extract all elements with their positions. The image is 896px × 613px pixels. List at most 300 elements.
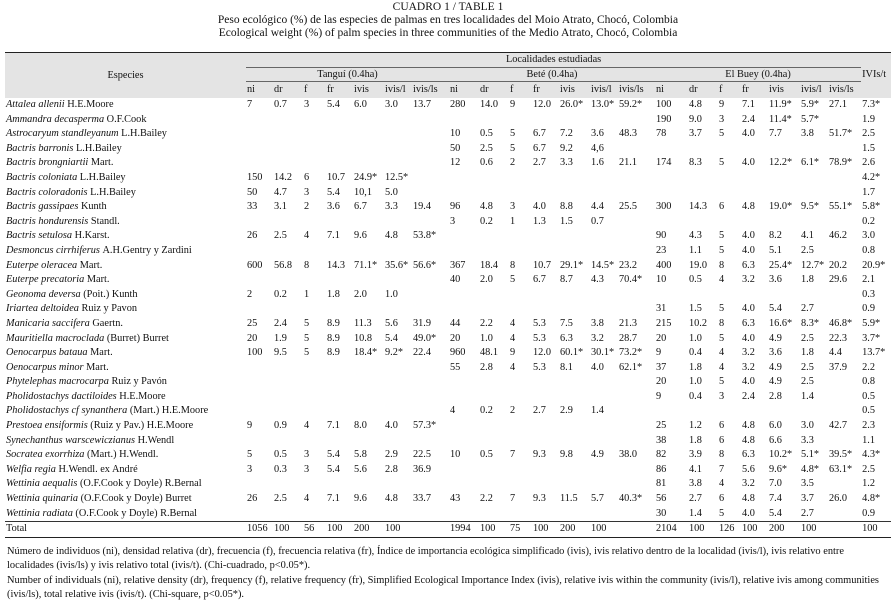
total-cell: 200	[559, 522, 590, 538]
data-cell: 9.5	[274, 347, 287, 359]
data-cell: 44	[450, 317, 461, 329]
data-cell: 26	[247, 230, 258, 242]
data-cell: 96	[450, 201, 461, 213]
data-cell: 56.6*	[413, 259, 437, 271]
ivis-total-cell: 0.9	[862, 303, 875, 315]
data-cell	[303, 302, 326, 317]
data-cell: 2.4	[742, 113, 755, 125]
species-name: Attalea allenii	[6, 99, 65, 110]
data-cell	[384, 156, 412, 171]
data-cell: 400	[656, 259, 672, 271]
species-cell	[5, 98, 246, 113]
column-header-dr: dr	[479, 82, 509, 99]
data-cell: 150	[247, 171, 263, 183]
table-caption	[0, 0, 896, 40]
table-row	[5, 361, 891, 376]
data-cell	[618, 507, 655, 522]
ivis-total-cell: 1.7	[862, 186, 875, 198]
data-cell: 26	[247, 493, 258, 505]
data-cell: 3	[304, 99, 310, 110]
data-cell	[412, 113, 449, 128]
data-cell	[326, 477, 353, 492]
data-cell: 12.2*	[769, 157, 793, 169]
data-cell	[618, 375, 655, 390]
data-cell: 63.1*	[829, 463, 853, 475]
data-cell: 19.4	[413, 201, 432, 213]
total-cell: 100	[532, 522, 559, 538]
data-cell: 12	[450, 157, 461, 169]
data-cell: 7	[719, 463, 725, 475]
data-cell: 4	[719, 347, 725, 359]
data-cell	[828, 244, 861, 259]
data-cell: 8.3	[689, 157, 702, 169]
data-cell: 14.3	[327, 259, 346, 271]
data-cell	[412, 302, 449, 317]
data-cell	[384, 375, 412, 390]
data-cell	[384, 215, 412, 230]
data-cell	[246, 142, 273, 157]
data-cell	[828, 215, 861, 230]
data-cell: 7.1	[327, 420, 340, 432]
data-cell: 4.8	[480, 201, 493, 213]
column-header-ivis: ivis	[768, 82, 800, 99]
data-cell	[326, 375, 353, 390]
data-cell: 0.5	[689, 274, 702, 286]
data-cell: 3.0	[385, 99, 398, 110]
data-cell: 4	[304, 493, 310, 505]
column-header-fr: fr	[741, 82, 768, 99]
species-name: Phytelephas macrocarpa	[6, 376, 109, 388]
data-cell: 6.3	[742, 259, 755, 271]
species-name: Prestoea ensiformis	[6, 420, 88, 432]
ivis-total-cell: 1.2	[862, 478, 875, 490]
data-cell: 25	[656, 420, 667, 432]
data-cell	[800, 215, 828, 230]
data-cell	[326, 113, 353, 128]
data-cell: 11.4*	[769, 113, 792, 125]
data-cell	[509, 434, 532, 449]
data-cell	[273, 302, 303, 317]
ivis-total-cell: 7.3*	[862, 99, 881, 110]
data-cell	[353, 244, 384, 259]
table-row	[5, 229, 891, 244]
data-cell: 2.5	[801, 244, 814, 256]
data-cell	[828, 302, 861, 317]
data-cell	[618, 419, 655, 434]
data-cell: 5.9*	[801, 99, 820, 110]
ivis-total-cell: 0.8	[862, 244, 875, 256]
data-cell	[273, 375, 303, 390]
data-cell	[590, 375, 618, 390]
data-cell: 8	[719, 449, 725, 461]
data-cell	[509, 171, 532, 186]
data-cell	[326, 434, 353, 449]
table-row	[5, 98, 891, 113]
species-name: Bactris barronis	[6, 142, 74, 154]
data-cell: 20.2	[829, 259, 848, 271]
data-cell	[590, 244, 618, 259]
data-cell	[273, 507, 303, 522]
data-cell	[479, 113, 509, 128]
data-cell: 6.3	[742, 449, 755, 461]
species-name: Oenocarpus minor	[6, 361, 84, 373]
data-cell	[509, 288, 532, 303]
data-cell: 4.9	[769, 332, 782, 344]
data-cell: 5.4	[327, 463, 340, 475]
data-cell	[590, 302, 618, 317]
data-cell	[449, 390, 479, 405]
data-cell	[800, 404, 828, 419]
ivis-total-cell: 2.3	[862, 420, 875, 432]
data-cell: 300	[656, 201, 672, 213]
species-author: (Mart.) H.E.Moore	[129, 405, 209, 417]
data-cell	[412, 507, 449, 522]
data-cell: 7.1	[327, 230, 340, 242]
table-row	[5, 346, 891, 361]
data-cell	[273, 434, 303, 449]
data-cell: 5	[719, 303, 725, 315]
data-cell: 26.0*	[560, 99, 584, 110]
table-row	[5, 200, 891, 215]
data-cell: 56	[656, 493, 667, 505]
data-cell	[559, 463, 590, 478]
data-cell	[768, 142, 800, 157]
species-author: (Mart.) H.Wendl.	[87, 449, 159, 461]
table-row	[5, 171, 891, 186]
data-cell: 4.8	[689, 99, 702, 110]
data-cell	[303, 361, 326, 376]
species-name: Euterpe oleracea	[6, 259, 78, 271]
data-cell: 50	[247, 186, 258, 198]
data-cell: 9	[719, 99, 725, 110]
ivis-total-cell: 2.5	[862, 128, 875, 140]
data-cell: 4	[510, 317, 516, 329]
data-cell: 4.9	[591, 449, 604, 461]
data-cell: 3.2	[591, 332, 604, 344]
data-cell: 5.7*	[801, 113, 820, 125]
total-cell: 100	[273, 522, 303, 538]
data-cell: 48.1	[480, 347, 499, 359]
data-cell: 5.7	[591, 493, 604, 505]
data-cell: 6.1*	[801, 157, 820, 169]
data-cell: 2.7	[689, 493, 702, 505]
data-cell: 10.7	[327, 171, 346, 183]
data-cell: 1.0	[689, 376, 702, 388]
data-cell: 1.4	[801, 390, 814, 402]
data-cell	[246, 302, 273, 317]
species-author: (O.F.Cook y Doyle) Burret	[80, 493, 192, 505]
data-cell	[384, 477, 412, 492]
species-cell	[5, 273, 246, 288]
data-cell: 2.7	[801, 303, 814, 315]
data-cell: 8.1	[560, 361, 573, 373]
data-cell: 100	[247, 347, 263, 359]
data-cell: 27.1	[829, 99, 848, 110]
data-cell: 5	[719, 332, 725, 344]
ivis-total-cell: 2.5	[862, 463, 875, 475]
data-cell: 4.1	[689, 463, 702, 475]
species-cell	[5, 288, 246, 303]
data-cell: 5.3	[533, 332, 546, 344]
total-cell: 100	[800, 522, 828, 538]
data-cell: 0.7	[591, 215, 604, 227]
species-name: Manicaria saccifera	[6, 317, 90, 329]
data-cell	[718, 142, 741, 157]
species-cell	[5, 259, 246, 274]
species-cell	[5, 375, 246, 390]
total-cell: 126	[718, 522, 741, 538]
ivis-total-cell: 0.2	[862, 215, 875, 227]
total-cell: 200	[353, 522, 384, 538]
species-author: L.H.Bailey	[79, 171, 126, 183]
data-cell	[618, 229, 655, 244]
data-cell: 31.9	[413, 317, 432, 329]
data-cell	[273, 477, 303, 492]
data-cell: 9.5*	[801, 201, 820, 213]
data-cell	[479, 186, 509, 201]
ivis-total-cell: 3.7*	[862, 332, 881, 344]
data-cell: 0.6	[480, 157, 493, 169]
data-cell: 3.7	[689, 128, 702, 140]
data-cell: 4	[304, 420, 310, 432]
ivis-total-cell: 5.9*	[862, 317, 881, 329]
column-header-ni: ni	[449, 82, 479, 99]
data-cell	[590, 434, 618, 449]
data-cell: 0.2	[274, 288, 287, 300]
data-cell	[688, 404, 718, 419]
data-cell: 4	[450, 405, 456, 417]
data-cell	[273, 215, 303, 230]
data-cell: 10.7	[533, 259, 552, 271]
data-cell: 4.0	[591, 361, 604, 373]
data-cell: 6	[304, 171, 310, 183]
data-cell	[618, 404, 655, 419]
species-name: Geonoma deversa	[6, 288, 81, 300]
total-cell: 1994	[449, 522, 479, 538]
data-cell	[590, 186, 618, 201]
data-cell: 49.0*	[413, 332, 437, 344]
table-row	[5, 113, 891, 128]
data-cell: 1.6	[591, 157, 604, 169]
data-cell: 10,1	[354, 186, 373, 198]
data-cell: 5.4	[327, 449, 340, 461]
ivis-total-cell: 0.5	[862, 390, 875, 402]
species-name: Bactris gassipaes	[6, 201, 79, 213]
data-cell	[449, 463, 479, 478]
data-cell	[618, 434, 655, 449]
data-cell	[412, 186, 449, 201]
data-cell: 4	[719, 478, 725, 490]
palm-species-table	[5, 52, 891, 538]
species-name: Bactris coloradonis	[6, 186, 88, 198]
column-header-ivis: ivis	[353, 82, 384, 99]
data-cell: 5	[719, 244, 725, 256]
data-cell	[768, 215, 800, 230]
data-cell: 8	[719, 317, 725, 329]
data-cell: 1.2	[689, 420, 702, 432]
species-name: Desmoncus cirrhiferus	[6, 244, 100, 256]
data-cell	[479, 477, 509, 492]
data-cell	[590, 288, 618, 303]
localities-header: Localidades estudiadas	[246, 53, 861, 68]
data-cell	[303, 127, 326, 142]
data-cell	[246, 404, 273, 419]
data-cell: 0.5	[480, 128, 493, 140]
data-cell	[384, 127, 412, 142]
data-cell: 5	[719, 157, 725, 169]
data-cell	[741, 215, 768, 230]
species-cell	[5, 215, 246, 230]
data-cell: 56.8	[274, 259, 293, 271]
data-cell	[353, 273, 384, 288]
data-cell	[273, 390, 303, 405]
data-cell: 3.2	[742, 361, 755, 373]
column-header-ivis-ls: ivis/ls	[828, 82, 861, 99]
species-name: Synechanthus warscewiczianus	[6, 434, 135, 446]
data-cell: 7.2	[560, 128, 573, 140]
table-row	[5, 375, 891, 390]
data-cell	[509, 507, 532, 522]
data-cell: 3.9	[689, 449, 702, 461]
data-cell: 4.3	[591, 274, 604, 286]
ivis-total-cell: 4.3*	[862, 449, 881, 461]
data-cell: 1.0	[480, 332, 493, 344]
table-row	[5, 434, 891, 449]
column-header-ivis-l: ivis/l	[590, 82, 618, 99]
data-cell: 1.4	[689, 507, 702, 519]
data-cell: 48.3	[619, 128, 638, 140]
data-cell: 29.6	[829, 274, 848, 286]
data-cell: 2.2	[480, 317, 493, 329]
data-cell: 10.8	[354, 332, 373, 344]
data-cell: 174	[656, 157, 672, 169]
data-cell	[326, 361, 353, 376]
data-cell	[718, 171, 741, 186]
total-cell: 100	[384, 522, 412, 538]
data-cell	[303, 156, 326, 171]
data-cell: 6.7	[533, 274, 546, 286]
total-cell: 75	[509, 522, 532, 538]
data-cell: 2.0	[480, 274, 493, 286]
data-cell: 3.6	[769, 274, 782, 286]
species-cell	[5, 229, 246, 244]
data-cell: 3.8	[591, 317, 604, 329]
data-cell: 4	[510, 361, 516, 373]
data-cell	[655, 288, 688, 303]
data-cell: 9.3	[533, 493, 546, 505]
data-cell	[532, 477, 559, 492]
data-cell: 4.8	[742, 420, 755, 432]
data-cell	[590, 463, 618, 478]
data-cell	[590, 171, 618, 186]
data-cell: 5.4	[385, 332, 398, 344]
data-cell	[303, 390, 326, 405]
data-cell	[688, 171, 718, 186]
column-header-f: f	[303, 82, 326, 99]
data-cell: 2.8	[480, 361, 493, 373]
species-cell	[5, 346, 246, 361]
data-cell: 25.5	[619, 201, 638, 213]
data-cell: 4.8	[742, 434, 755, 446]
data-cell: 2	[247, 288, 253, 300]
data-cell	[828, 142, 861, 157]
species-author: H.Karst.	[74, 230, 110, 242]
data-cell	[590, 507, 618, 522]
data-cell: 10.2*	[769, 449, 793, 461]
data-cell	[479, 288, 509, 303]
data-cell	[412, 375, 449, 390]
data-cell	[353, 156, 384, 171]
data-cell	[828, 288, 861, 303]
data-cell: 9	[510, 347, 516, 359]
species-author: (O.F.Cook y Doyle) R.Bernal	[80, 478, 202, 490]
data-cell: 2.9	[560, 405, 573, 417]
table-row	[5, 404, 891, 419]
data-cell: 60.1*	[560, 347, 584, 359]
data-cell	[741, 404, 768, 419]
species-name: Oenocarpus bataua	[6, 347, 88, 359]
data-cell	[509, 302, 532, 317]
ivis-total-header: IVIs/t	[861, 68, 891, 82]
data-cell: 4.0	[742, 157, 755, 169]
data-cell: 4.8*	[801, 463, 820, 475]
data-cell: 2.4	[742, 390, 755, 402]
data-cell	[590, 229, 618, 244]
data-cell: 3.6	[591, 128, 604, 140]
data-cell: 5.6	[354, 463, 367, 475]
ivis-total-cell: 0.3	[862, 288, 875, 300]
data-cell	[384, 302, 412, 317]
species-cell	[5, 404, 246, 419]
data-cell: 4.8	[742, 201, 755, 213]
data-cell: 14.5*	[591, 259, 615, 271]
species-cell	[5, 390, 246, 405]
data-cell	[273, 156, 303, 171]
data-cell	[412, 127, 449, 142]
species-author: Mart.	[79, 259, 103, 271]
data-cell: 7.4	[769, 493, 782, 505]
data-cell	[532, 302, 559, 317]
data-cell: 5.6	[742, 463, 755, 475]
data-cell: 81	[656, 478, 667, 490]
total-cell: 100	[590, 522, 618, 538]
data-cell: 6	[719, 201, 725, 213]
data-cell: 53.8*	[413, 230, 437, 242]
data-cell: 42.7	[829, 420, 848, 432]
data-cell	[326, 156, 353, 171]
data-cell	[303, 375, 326, 390]
species-author: H.E.Moore	[67, 99, 114, 110]
data-cell: 9	[247, 420, 253, 432]
data-cell: 57.3*	[413, 420, 437, 432]
data-cell: 6.7	[354, 201, 367, 213]
data-cell: 3	[450, 215, 456, 227]
data-cell: 8.8	[560, 201, 573, 213]
data-cell: 18.4*	[354, 347, 378, 359]
data-cell: 26.0	[829, 493, 848, 505]
data-cell: 1.8	[801, 347, 814, 359]
data-cell	[412, 273, 449, 288]
species-cell	[5, 317, 246, 332]
ivis-total-cell: 20.9*	[862, 259, 886, 271]
data-cell	[559, 434, 590, 449]
table-row	[5, 273, 891, 288]
table-row	[5, 186, 891, 201]
data-cell: 4.3	[689, 230, 702, 242]
column-header-ivis-l: ivis/l	[384, 82, 412, 99]
data-cell: 4.0	[385, 420, 398, 432]
data-cell	[479, 419, 509, 434]
